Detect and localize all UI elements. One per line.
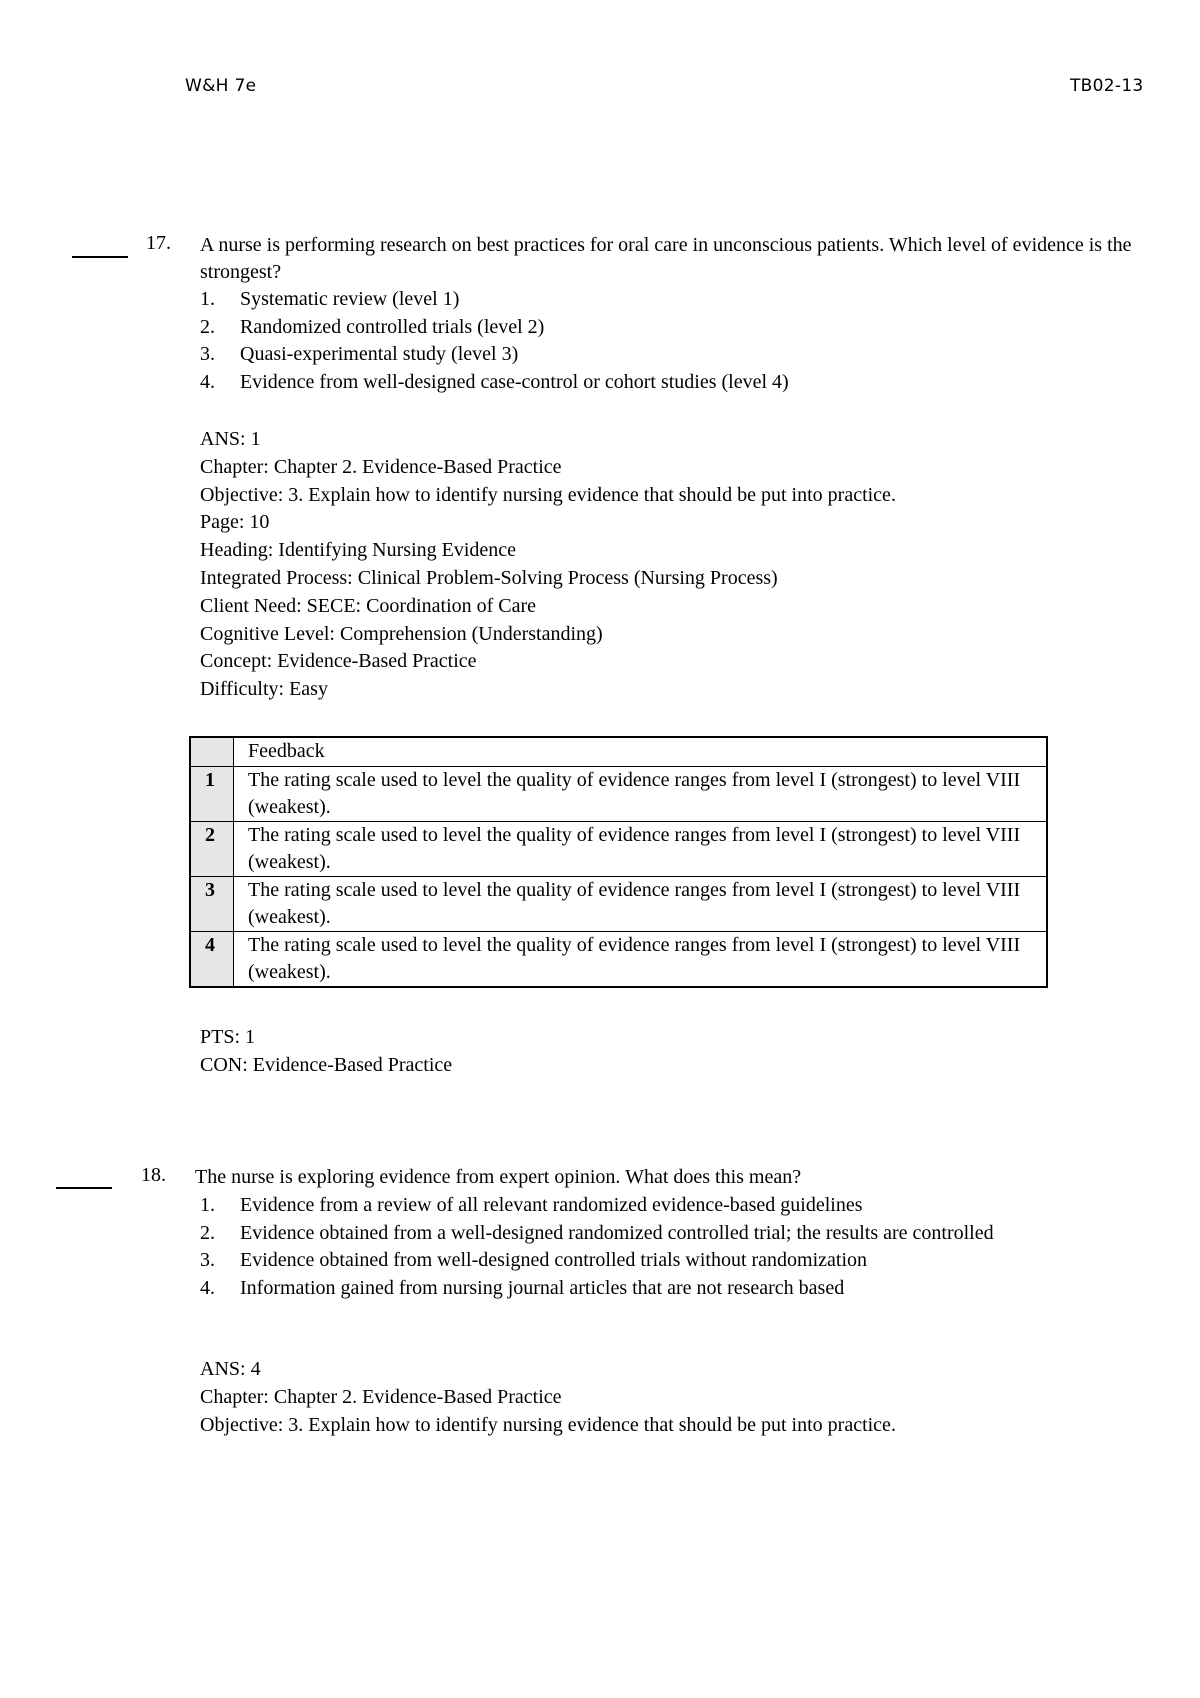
- option-text: Quasi-experimental study (level 3): [240, 343, 519, 365]
- question-number-17: 17.: [146, 232, 171, 254]
- option-text: Evidence obtained from well-designed controlled trials without randomization: [240, 1249, 868, 1271]
- option-number: 1.: [200, 288, 215, 310]
- feedback-row-number: 1: [190, 767, 234, 822]
- option-text: Information gained from nursing journal articles that are not research based: [240, 1276, 845, 1299]
- difficulty-line: Difficulty: Easy: [200, 678, 328, 701]
- footer-17: [200, 1024, 452, 1080]
- feedback-row: [190, 767, 1047, 822]
- options-17: [200, 286, 1100, 396]
- option-18-4: [200, 1275, 1030, 1303]
- option-18-3: [200, 1247, 1030, 1275]
- option-text: Evidence from well-designed case-control or cohort studies (level 4): [240, 370, 789, 393]
- chapter-line: Chapter: Chapter 2. Evidence-Based Practice: [200, 455, 562, 478]
- feedback-row-number: 3: [190, 877, 234, 932]
- option-text: Evidence from a review of all relevant randomized evidence-based guidelines: [240, 1194, 863, 1216]
- option-18-2: [200, 1220, 1030, 1248]
- feedback-header-row: [190, 737, 1047, 767]
- option-17-1: [200, 286, 1100, 314]
- question-stem-17: A nurse is performing research on best practices for oral care in unconscious patients. Which level of evidence is the strongest?: [200, 234, 1132, 283]
- feedback-row-number: 2: [190, 822, 234, 877]
- metadata-17: [200, 426, 896, 704]
- option-number: 2.: [200, 1221, 215, 1244]
- option-number: 1.: [200, 1194, 215, 1216]
- feedback-table: [189, 736, 1048, 988]
- option-17-3: [200, 341, 1100, 369]
- question-number-18: 18.: [141, 1164, 166, 1186]
- options-18: [200, 1192, 1030, 1302]
- heading-line: Heading: Identifying Nursing Evidence: [200, 539, 517, 562]
- points-line: PTS: 1: [200, 1026, 256, 1048]
- integrated-process-line: Integrated Process: Clinical Problem-Solving Process (Nursing Process): [200, 566, 778, 589]
- question-stem-18: The nurse is exploring evidence from expert opinion. What does this mean?: [195, 1166, 802, 1188]
- option-17-4: [200, 369, 1100, 397]
- option-number: 2.: [200, 315, 215, 338]
- option-18-1: [200, 1192, 1030, 1220]
- feedback-row: [190, 932, 1047, 988]
- header-right: TB02-13: [1070, 76, 1144, 96]
- page-line: Page: 10: [200, 511, 270, 534]
- option-17-2: [200, 314, 1100, 342]
- feedback-header: Feedback: [234, 737, 1048, 767]
- option-number: 4.: [200, 370, 215, 393]
- answer-line: ANS: 4: [200, 1358, 261, 1380]
- header-left: W&H 7e: [185, 76, 257, 96]
- feedback-row-text: The rating scale used to level the quality of evidence ranges from level I (strongest) to level VIII (weakest).: [234, 822, 1048, 877]
- feedback-row: [190, 877, 1047, 932]
- chapter-line: Chapter: Chapter 2. Evidence-Based Practice: [200, 1385, 562, 1408]
- objective-line: Objective: 3. Explain how to identify nursing evidence that should be put into practice.: [200, 483, 896, 506]
- concept-summary-line: CON: Evidence-Based Practice: [200, 1053, 453, 1076]
- answer-line: ANS: 1: [200, 428, 261, 450]
- option-text: Systematic review (level 1): [240, 288, 460, 310]
- feedback-row: [190, 822, 1047, 877]
- feedback-row-text: The rating scale used to level the quality of evidence ranges from level I (strongest) to level VIII (weakest).: [234, 877, 1048, 932]
- option-text: Evidence obtained from a well-designed randomized controlled trial; the results are controlled: [240, 1221, 994, 1244]
- feedback-row-text: The rating scale used to level the quality of evidence ranges from level I (strongest) to level VIII (weakest).: [234, 932, 1048, 988]
- feedback-corner-cell: [190, 737, 234, 767]
- option-text: Randomized controlled trials (level 2): [240, 315, 545, 338]
- option-number: 3.: [200, 343, 215, 365]
- feedback-row-text: The rating scale used to level the quality of evidence ranges from level I (strongest) to level VIII (weakest).: [234, 767, 1048, 822]
- feedback-row-number: 4: [190, 932, 234, 988]
- metadata-18: [200, 1356, 896, 1439]
- option-number: 4.: [200, 1276, 215, 1299]
- cognitive-level-line: Cognitive Level: Comprehension (Understanding): [200, 622, 603, 645]
- answer-blank-18: [56, 1187, 112, 1189]
- option-number: 3.: [200, 1249, 215, 1271]
- client-need-line: Client Need: SECE: Coordination of Care: [200, 594, 537, 617]
- concept-line: Concept: Evidence-Based Practice: [200, 650, 477, 673]
- answer-blank-17: [72, 256, 128, 258]
- objective-line: Objective: 3. Explain how to identify nursing evidence that should be put into practice.: [200, 1413, 896, 1436]
